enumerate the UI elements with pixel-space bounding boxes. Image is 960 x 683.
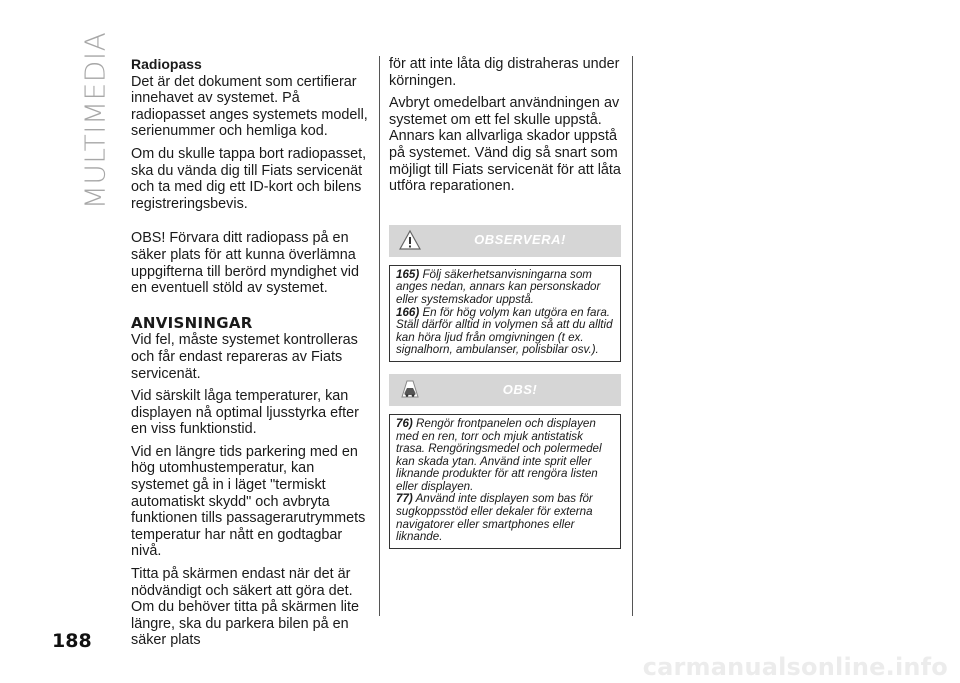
warning-item [396, 307, 614, 357]
anvisningar-paragraph-2: Vid särskilt låga temperaturer, kan displayen nå optimal ljusstyrka efter en viss funktionstid. [131, 388, 359, 438]
radiopass-heading: Radiopass [131, 56, 202, 72]
note-title: OBS! [502, 381, 538, 397]
warning-box-header [389, 225, 621, 257]
warning-title: OBSERVERA! [474, 232, 566, 248]
warning-item-text: Följ säkerhetsanvisningarna som anges nedan, annars kan personskador eller systemskador uppstå. [396, 267, 601, 306]
column-divider-left [379, 56, 380, 616]
note-box-header [389, 374, 621, 406]
car-caution-icon [399, 378, 421, 400]
right-column [389, 56, 621, 549]
warning-item-number: 166) [396, 305, 420, 319]
warning-triangle-icon [399, 229, 421, 251]
warning-box-body [389, 265, 621, 362]
left-column [131, 56, 371, 655]
anvisningar-heading: ANVISNINGAR [131, 313, 253, 332]
anvisningar-paragraph-1: Vid fel, måste systemet kontrolleras och får endast repareras av Fiats servicenät. [131, 332, 358, 382]
anvisningar-paragraph-3: Vid en längre tids parkering med en hög utomhustemperatur, kan systemet gå in i läget "termiskt automatiskt skydd" och avbryta funktionen tills passagerarutrymmets temperatur har nått en godtagbar nivå. [131, 443, 366, 560]
anvisningar-paragraph-4: Titta på skärmen endast när det är nödvändigt och säkert att göra det. Om du behöver titta på skärmen lite längre, ska du parkera bilen på en säker plats [131, 566, 359, 649]
warning-item-text: En för hög volym kan utgöra en fara. Ställ därför alltid in volymen så att du alltid kan höra ljud från omgivningen (t ex. signalhorn, ambulanser, polisbilar osv.). [396, 305, 613, 357]
warning-item-number: 165) [396, 267, 420, 281]
watermark-text: carmanualsonline.info [642, 653, 948, 681]
spacer [131, 218, 371, 230]
note-item [396, 418, 614, 494]
continued-paragraph-1: för att inte låta dig distraheras under körningen. [389, 56, 620, 89]
note-item [396, 493, 614, 543]
section-title-text: MULTIMEDIA [78, 31, 112, 209]
note-item-number: 76) [396, 416, 413, 430]
page-number: 188 [52, 630, 92, 652]
note-box-body [389, 414, 621, 549]
continued-paragraph-2: Avbryt omedelbart användningen av systemet om ett fel skulle uppstå. Annars kan allvarliga skador uppstå på systemet. Vänd dig så snart som möjligt till Fiats servicenät för att låta utföra reparationen. [389, 95, 621, 195]
radiopass-paragraph-1: Det är det dokument som certifierar innehavet av systemet. På radiopasset anges systemets modell, serienummer och hemliga kod. [131, 73, 368, 140]
radiopass-paragraph-2: Om du skulle tappa bort radiopasset, ska du vända dig till Fiats servicenät och ta med dig ett ID-kort och bilens registreringsbevis. [131, 145, 367, 212]
section-title-vertical [78, 31, 112, 209]
note-item-number: 77) [396, 492, 413, 506]
radiopass-paragraph-3: OBS! Förvara ditt radiopass på en säker plats för att kunna överlämna uppgifterna till berörd myndighet vid en eventuell stöld av systemet. [131, 230, 359, 297]
note-item-text: Använd inte displayen som bas för sugkoppsstöd eller dekaler för externa navigatorer eller smartphones eller liknande. [396, 492, 593, 544]
note-item-text: Rengör frontpanelen och displayen med en ren, torr och mjuk antistatisk trasa. Rengöringsmedel och polermedel kan skada ytan. Använd inte sprit eller liknande produkter för att rengöra listen eller displayen. [396, 416, 602, 493]
warning-item [396, 269, 614, 307]
column-divider-right [632, 56, 633, 616]
